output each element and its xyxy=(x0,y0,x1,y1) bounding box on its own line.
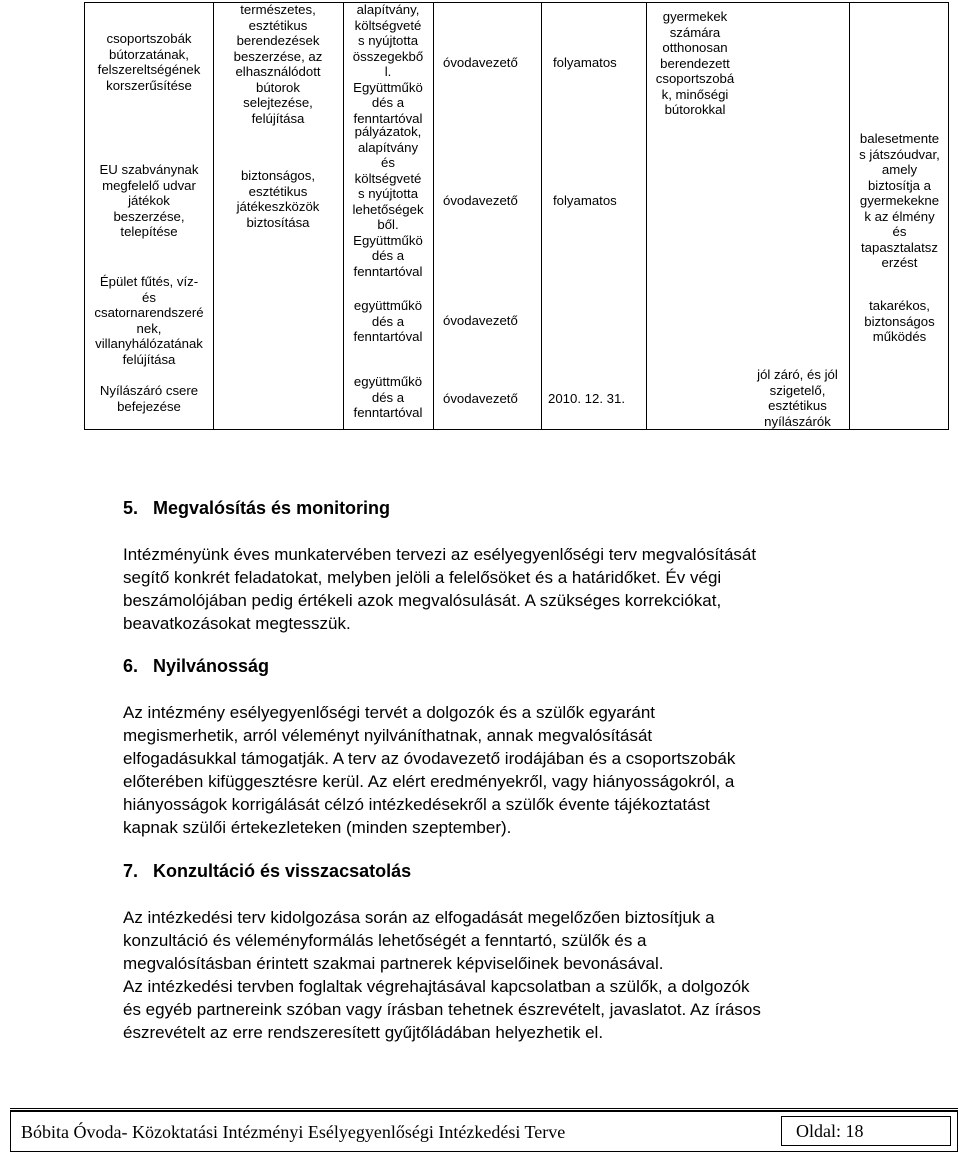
table-cell: Épület fűtés, víz- és csatornarendszeré nek, villanyhálózatának felújítása xyxy=(94,274,204,367)
section-7-paragraph: Az intézkedési terv kidolgozása során az elfogadását megelőzően biztosítjuk a konzultáció és véleményformálás lehetőségét a fenntartó, szülők és a megvalósításban érintett szakmai partnerek képviselőinek bevonásával. Az intézkedési tervben foglaltak végrehajtásával kapcsolatban a szülők, a dolgozók és egyéb partnereink szóban vagy írásban tehetnek észrevételt, javaslatot. Az írásos észrevételt az erre rendszeresített gyűjtőládában helyezhetik el. xyxy=(123,908,761,1042)
table-cell: természetes, esztétikus berendezések beszerzése, az elhasználódott bútorok selejtezése, felújítása xyxy=(233,2,323,126)
table-cell: gyermekek számára otthonosan berendezett csoportszobá k, minőségi bútorokkal xyxy=(655,9,735,117)
page-number: Oldal: 18 xyxy=(796,1121,864,1141)
table-cell: folyamatos xyxy=(553,193,617,208)
footer-rule xyxy=(10,1108,958,1109)
table-cell: együttműkö dés a fenntartóval xyxy=(353,374,423,420)
table-cell: jól záró, és jól szigetelő, esztétikus nyílászárók xyxy=(757,367,838,429)
section-7-heading xyxy=(123,861,411,882)
table-cell: óvodavezető xyxy=(443,391,518,406)
footer-title: Bóbita Óvoda- Közoktatási Intézményi Esélyegyenlőségi Intézkedési Terve xyxy=(21,1122,566,1142)
section-number: 5. xyxy=(123,498,139,518)
table-cell: takarékos, biztonságos működés xyxy=(864,298,935,344)
section-title: Konzultáció és visszacsatolás xyxy=(153,861,412,881)
section-5-paragraph: Intézményünk éves munkatervében tervezi az esélyegyenlőségi terv megvalósítását segítő konkrét feladatokat, melyben jelöli a felelősöket és a határidőket. Év végi beszámolójában pedig értékeli azok megvalósulását. A szükséges korrekciókat, beavatkozásokat megtesszük. xyxy=(123,545,757,633)
table-cell: balesetmente s játszóudvar, amely biztosítja a gyermekekne k az élmény és tapasztalatsz erzést xyxy=(859,131,940,270)
table-cell: Nyílászáró csere befejezése xyxy=(99,383,199,414)
table-cell: pályázatok, alapítvány és költségveté s nyújtotta lehetőségek ből. Együttműkö dés a fenntartóval xyxy=(352,124,424,279)
section-5-heading xyxy=(123,498,390,519)
section-title: Nyilvánosság xyxy=(153,656,270,676)
table-cell: 2010. 12. 31. xyxy=(548,391,625,406)
section-6-heading xyxy=(123,656,269,677)
table-cell: csoportszobák bútorzatának, felszereltségének korszerűsítése xyxy=(97,31,201,93)
table-cell: együttműkö dés a fenntartóval xyxy=(353,298,423,344)
section-title: Megvalósítás és monitoring xyxy=(153,498,391,518)
table-cell: óvodavezető xyxy=(443,55,518,70)
table-cell: alapítvány, költségveté s nyújtotta összegekbő l. Együttműkö dés a fenntartóval xyxy=(352,2,424,126)
table-cell: óvodavezető xyxy=(443,193,518,208)
page-number-box xyxy=(781,1116,951,1146)
section-number: 6. xyxy=(123,656,139,676)
table-cell: biztonságos, esztétikus játékeszközök biztosítása xyxy=(236,168,320,230)
table-cell: folyamatos xyxy=(553,55,617,70)
section-number: 7. xyxy=(123,861,139,881)
section-6-paragraph: Az intézmény esélyegyenlőségi tervét a dolgozók és a szülők egyaránt megismerhetik, arról véleményt nyilváníthatnak, annak megvalósítását elfogadásukkal támogatják. A terv az óvodavezető irodájában és a csoportszobák előterében kifüggesztésre kerül. Az elért eredményekről, vagy hiányosságokról, a hiányosságok korrigálását célzó intézkedésekről a szülők évente tájékoztatást kapnak szülői értekezleteken (minden szeptember). xyxy=(123,703,736,837)
page-footer xyxy=(10,1110,958,1152)
table-cell: EU szabványnak megfelelő udvar játékok beszerzése, telepítése xyxy=(99,162,199,239)
table-divider xyxy=(433,3,434,429)
table-cell: óvodavezető xyxy=(443,313,518,328)
